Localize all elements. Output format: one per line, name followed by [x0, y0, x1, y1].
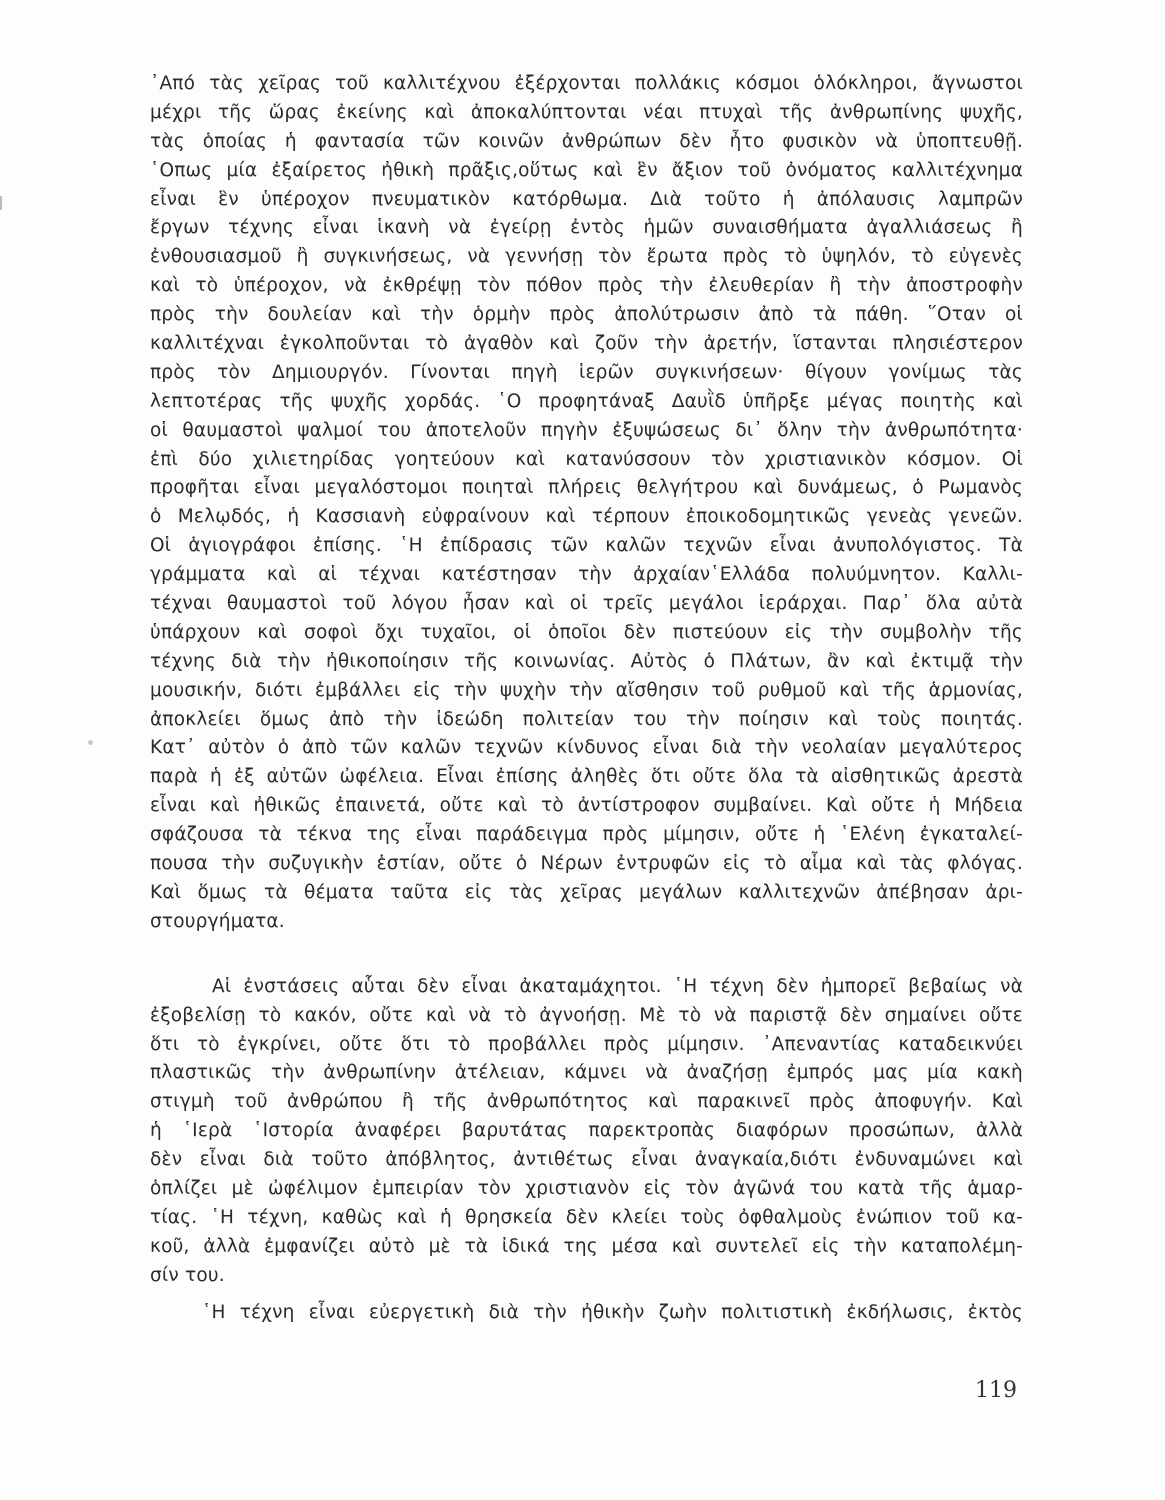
- text-line: σφάζουσα τὰ τέκνα της εἶναι παράδειγμα πρὸς μίμησιν, οὔτε ἡ ῾Ελένη ἐγκαταλεί-: [150, 824, 1023, 846]
- text-line: ῾Η τέχνη εἶναι εὐεργετικὴ διὰ τὴν ἠθικὴν ζωὴν πολιτιστικὴ ἐκδήλωσις, ἐκτὸς: [202, 1301, 1023, 1323]
- text-line: πρὸς τὴν δουλείαν καὶ τὴν ὁρμὴν πρὸς ἀπολύτρωσιν ἀπὸ τὰ πάθη. ῞Οταν οἱ: [150, 304, 1023, 326]
- text-line: καλλιτέχναι ἐγκολποῦνται τὸ ἀγαθὸν καὶ ζοῦν τὴν ἀρετήν, ἵστανται πλησιέστερον: [150, 333, 1023, 355]
- text-line: Αἱ ἐνστάσεις αὗται δὲν εἶναι ἀκαταμάχητοι. ῾Η τέχνη δὲν ἠμπορεῖ βεβαίως νὰ: [212, 975, 1023, 997]
- text-line: λεπτοτέρας τῆς ψυχῆς χορδάς. ῾Ο προφητάναξ Δαυῒδ ὑπῆρξε μέγας ποιητὴς καὶ: [150, 390, 1023, 412]
- text-line: ἐνθουσιασμοῦ ἢ συγκινήσεως, νὰ γεννήσῃ τὸν ἔρωτα πρὸς τὸ ὑψηλόν, τὸ εὐγενὲς: [150, 246, 1023, 268]
- text-line: Κατ᾿ αὐτὸν ὁ ἀπὸ τῶν καλῶν τεχνῶν κίνδυνος εἶναι διὰ τὴν νεολαίαν μεγαλύτερος: [150, 737, 1023, 759]
- paragraph-2: [150, 973, 1023, 1291]
- text-line: πουσα τὴν συζυγικὴν ἑστίαν, οὔτε ὁ Νέρων ἐντρυφῶν εἰς τὸ αἷμα καὶ τὰς φλόγας.: [150, 853, 1023, 875]
- paper-speck: [88, 740, 93, 745]
- page-number: 119: [975, 1378, 1017, 1403]
- text-line: στιγμὴ τοῦ ἀνθρώπου ἢ τῆς ἀνθρωπότητος καὶ παρακινεῖ πρὸς ἀποφυγήν. Καὶ: [150, 1091, 1023, 1113]
- text-line: ὅτι τὸ ἐγκρίνει, οὔτε ὅτι τὸ προβάλλει πρὸς μίμησιν. ᾿Απεναντίας καταδεικνύει: [150, 1033, 1023, 1055]
- text-line: στουργήματα.: [150, 910, 285, 932]
- text-line: τίας. ῾Η τέχνη, καθὼς καὶ ἡ θρησκεία δὲν κλείει τοὺς ὀφθαλμοὺς ἐνώπιον τοῦ κα-: [150, 1206, 1023, 1228]
- text-line: δὲν εἶναι διὰ τοῦτο ἀπόβλητος, ἀντιθέτως εἶναι ἀναγκαία,διότι ἐνδυναμώνει καὶ: [150, 1149, 1023, 1171]
- text-line: πλαστικῶς τὴν ἀνθρωπίνην ἀτέλειαν, κάμνει νὰ ἀναζήσῃ ἐμπρός μας μία κακὴ: [150, 1062, 1023, 1084]
- text-line: ὁπλίζει μὲ ὠφέλιμον ἐμπειρίαν τὸν χριστιανὸν εἰς τὸν ἀγῶνά του κατὰ τῆς ἁμαρ-: [150, 1177, 1023, 1199]
- text-line: εἶναι ἓν ὑπέροχον πνευματικὸν κατόρθωμα. Διὰ τοῦτο ἡ ἀπόλαυσις λαμπρῶν: [150, 188, 1023, 210]
- text-line: μέχρι τῆς ὥρας ἐκείνης καὶ ἀποκαλύπτονται νέαι πτυχαὶ τῆς ἀνθρωπίνης ψυχῆς,: [150, 101, 1023, 123]
- text-line: ῾Οπως μία ἐξαίρετος ἠθικὴ πρᾶξις,οὕτως καὶ ἓν ἄξιον τοῦ ὀνόματος καλλιτέχνημα: [150, 159, 1023, 181]
- text-line: σίν του.: [150, 1264, 225, 1286]
- text-line: ὁ Μελῳδός, ἡ Κασσιανὴ εὐφραίνουν καὶ τέρπουν ἐποικοδομητικῶς γενεὰς γενεῶν.: [150, 506, 1023, 528]
- text-line: γράμματα καὶ αἱ τέχναι κατέστησαν τὴν ἀρχαίαν῾Ελλάδα πολυύμνητον. Καλλι-: [150, 564, 1023, 586]
- text-line: παρὰ ἡ ἐξ αὐτῶν ὠφέλεια. Εἶναι ἐπίσης ἀληθὲς ὅτι οὔτε ὅλα τὰ αἰσθητικῶς ἀρεστὰ: [150, 766, 1023, 788]
- text-line: τὰς ὁποίας ἡ φαντασία τῶν κοινῶν ἀνθρώπων δὲν ἦτο φυσικὸν νὰ ὑποπτευθῇ.: [150, 130, 1023, 152]
- text-line: ὑπάρχουν καὶ σοφοὶ ὄχι τυχαῖοι, οἱ ὁποῖοι δὲν πιστεύουν εἰς τὴν συμβολὴν τῆς: [150, 621, 1023, 643]
- text-line: ἀποκλείει ὅμως ἀπὸ τὴν ἰδεώδη πολιτείαν του τὴν ποίησιν καὶ τοὺς ποιητάς.: [150, 708, 1023, 730]
- paragraph-gap: [150, 937, 1023, 973]
- paragraph-1: [150, 70, 1023, 937]
- body-text: [150, 70, 1023, 1327]
- text-line: ἐξοβελίσῃ τὸ κακόν, οὔτε καὶ νὰ τὸ ἀγνοήσῃ. Μὲ τὸ νὰ παριστᾷ δὲν σημαίνει οὔτε: [150, 1004, 1023, 1026]
- text-line: μουσικήν, διότι ἐμβάλλει εἰς τὴν ψυχὴν τὴν αἴσθησιν τοῦ ρυθμοῦ καὶ τῆς ἁρμονίας,: [150, 679, 1023, 701]
- text-line: οἱ θαυμαστοὶ ψαλμοί του ἀποτελοῦν πηγὴν ἐξυψώσεως δι᾿ ὅλην τὴν ἀνθρωπότητα·: [150, 419, 1023, 441]
- text-line: Οἱ ἁγιογράφοι ἐπίσης. ῾Η ἐπίδρασις τῶν καλῶν τεχνῶν εἶναι ἀνυπολόγιστος. Τὰ: [150, 535, 1023, 557]
- paragraph-gap: [150, 1291, 1023, 1299]
- text-line: ᾿Από τὰς χεῖρας τοῦ καλλιτέχνου ἐξέρχονται πολλάκις κόσμοι ὁλόκληροι, ἄγνωστοι: [150, 73, 1023, 94]
- text-line: τέχναι θαυμαστοὶ τοῦ λόγου ἦσαν καὶ οἱ τρεῖς μεγάλοι ἱεράρχαι. Παρ᾿ ὅλα αὐτὰ: [150, 593, 1023, 615]
- text-line: κοῦ, ἀλλὰ ἐμφανίζει αὐτὸ μὲ τὰ ἰδικά της μέσα καὶ συντελεῖ εἰς τὴν καταπολέμη-: [150, 1235, 1023, 1257]
- edge-mark: [0, 196, 2, 210]
- paragraph-3: [150, 1299, 1023, 1328]
- text-line: Καὶ ὅμως τὰ θέματα ταῦτα εἰς τὰς χεῖρας μεγάλων καλλιτεχνῶν ἀπέβησαν ἀρι-: [150, 881, 1023, 903]
- text-line: εἶναι καὶ ἠθικῶς ἐπαινετά, οὔτε καὶ τὸ ἀντίστροφον συμβαίνει. Καὶ οὔτε ἡ Μήδεια: [150, 795, 1023, 817]
- text-line: ἐπὶ δύο χιλιετηρίδας γοητεύουν καὶ κατανύσσουν τὸν χριστιανικὸν κόσμον. Οἱ: [150, 448, 1023, 470]
- text-line: καὶ τὸ ὑπέροχον, νὰ ἐκθρέψῃ τὸν πόθον πρὸς τὴν ἐλευθερίαν ἢ τὴν ἀποστροφὴν: [150, 275, 1023, 297]
- text-line: ἡ ῾Ιερὰ ῾Ιστορία ἀναφέρει βαρυτάτας παρεκτροπὰς διαφόρων προσώπων, ἀλλὰ: [150, 1120, 1023, 1142]
- text-line: τέχνης διὰ τὴν ἠθικοποίησιν τῆς κοινωνίας. Αὐτὸς ὁ Πλάτων, ἂν καὶ ἐκτιμᾷ τὴν: [150, 650, 1023, 672]
- text-line: προφῆται εἶναι μεγαλόστομοι ποιηταὶ πλήρεις θελγήτρου καὶ δυνάμεως, ὁ Ρωμανὸς: [150, 477, 1023, 499]
- text-line: πρὸς τὸν Δημιουργόν. Γίνονται πηγὴ ἱερῶν συγκινήσεων· θίγουν γονίμως τὰς: [150, 361, 1023, 383]
- text-line: ἔργων τέχνης εἶναι ἱκανὴ νὰ ἐγείρῃ ἐντὸς ἡμῶν συναισθήματα ἀγαλλιάσεως ἢ: [150, 217, 1023, 239]
